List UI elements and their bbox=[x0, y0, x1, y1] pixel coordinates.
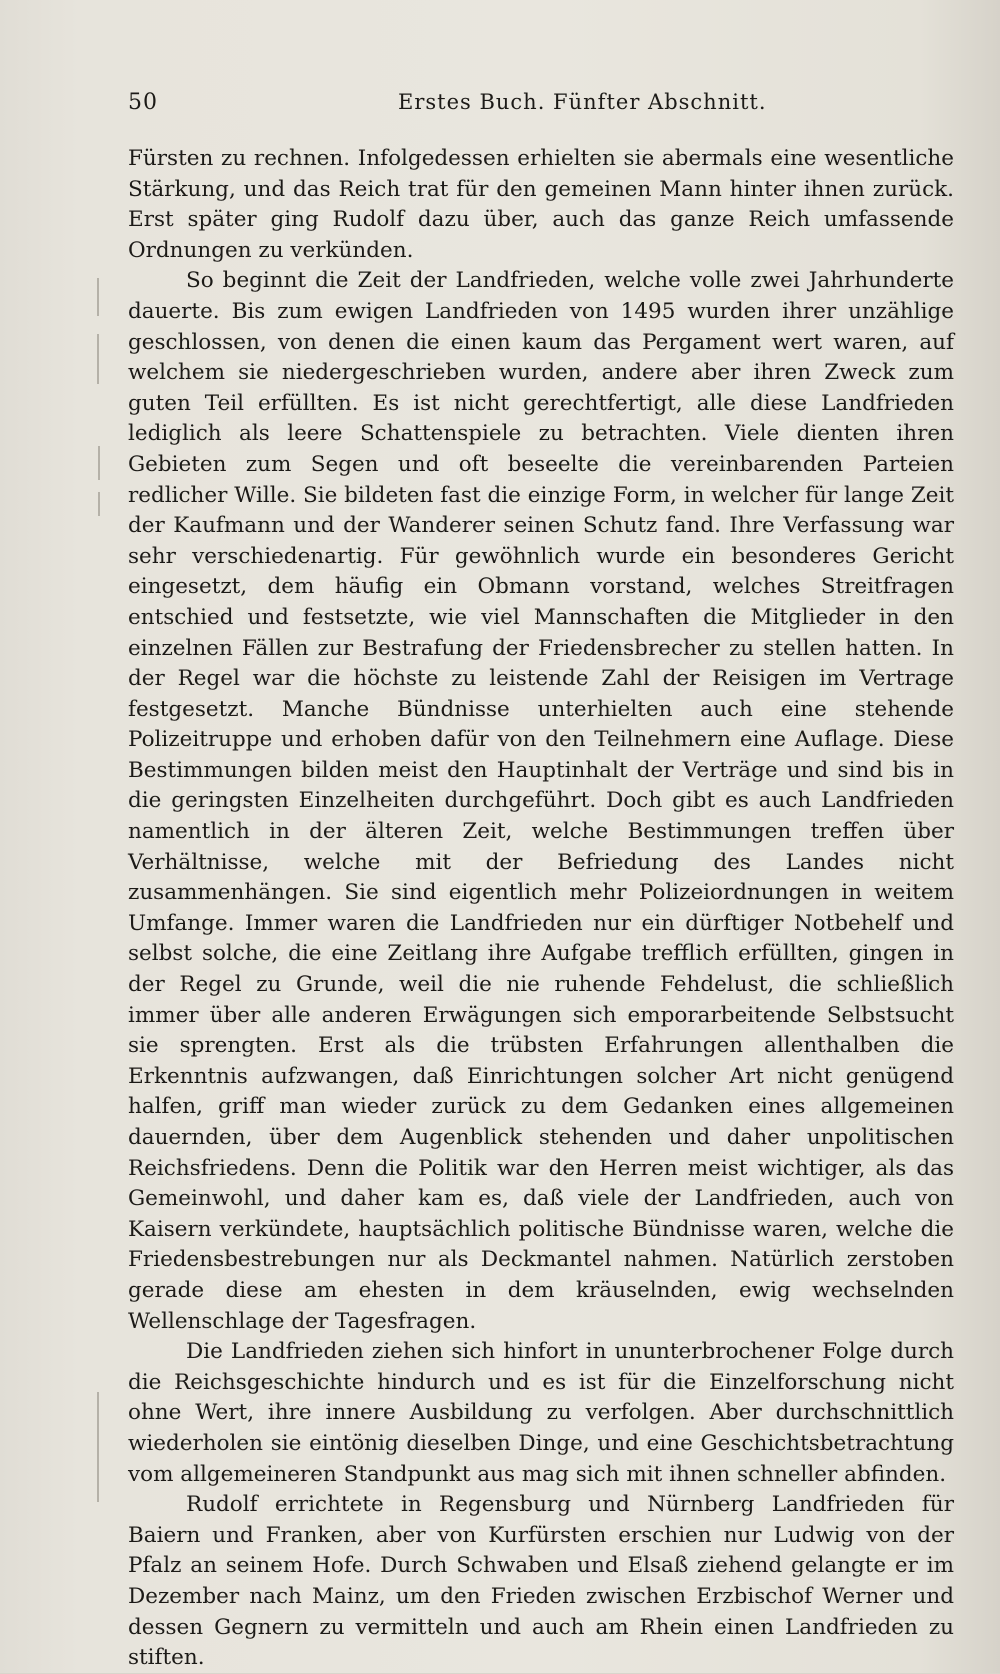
body-text bbox=[128, 144, 954, 1674]
paragraph-3: Die Landfrieden ziehen sich hinfort in ununterbrochener Folge durch die Reichsgeschichte hindurch und es ist für die Einzelforschung nicht ohne Wert, ihre innere Ausbildung zu verfolgen. Aber durchschnittlich wiederholen sie eintönig dieselben Dinge, und eine Geschichtsbetrachtung vom allgemeineren Standpunkt aus mag sich mit ihnen schneller abfinden. bbox=[128, 1339, 954, 1487]
paragraph-4: Rudolf errichtete in Regensburg und Nürnberg Landfrieden für Baiern und Franken, aber von Kurfürsten erschien nur Ludwig von der Pfalz an seinem Hofe. Durch Schwaben und Elsaß ziehend gelangte er im Dezember nach Mainz, um den Frieden zwischen Erzbischof Werner und dessen Gegnern zu vermitteln und auch am Rhein einen Landfrieden zu stiften. bbox=[128, 1492, 954, 1671]
page-number: 50 bbox=[128, 90, 158, 115]
margin-pencil-mark bbox=[98, 446, 100, 480]
paragraph-1: Fürsten zu rechnen. Infolgedessen erhielten sie abermals eine wesentliche Stärkung, und das Reich trat für den gemeinen Mann hinter ihnen zurück. Erst später ging Rudolf dazu über, auch das ganze Reich umfassende Ordnungen zu verkünden. bbox=[128, 146, 954, 263]
paragraph-2: So beginnt die Zeit der Landfrieden, welche volle zwei Jahrhunderte dauerte. Bis zum ewigen Landfrieden von 1495 wurden ihrer unzählige geschlossen, von denen die einen kaum das Pergament wert waren, auf welchem sie niedergeschrieben wurden, andere aber ihren Zweck zum guten Teil erfüllten. Es ist nicht gerechtfertigt, alle diese Landfrieden lediglich als leere Schattenspiele zu betrachten. Viele dienten ihren Gebieten zum Segen und oft beseelte die vereinbarenden Parteien redlicher Wille. Sie bildeten fast die einzige Form, in welcher für lange Zeit der Kaufmann und der Wanderer seinen Schutz fand. Ihre Verfassung war sehr verschiedenartig. Für gewöhnlich wurde ein besonderes Gericht eingesetzt, dem häufig ein Obmann vorstand, welches Streitfragen entschied und festsetzte, wie viel Mannschaften die Mitglieder in den einzelnen Fällen zur Bestrafung der Friedensbrecher zu stellen hatten. In der Regel war die höchste zu leistende Zahl der Reisigen im Vertrage festgesetzt. Manche Bündnisse unterhielten auch eine stehende Polizeitruppe und erhoben dafür von den Teilnehmern eine Auflage. Diese Bestimmungen bilden meist den Hauptinhalt der Verträge und sind bis in die geringsten Einzelheiten durchgeführt. Doch gibt es auch Landfrieden namentlich in der älteren Zeit, welche Bestimmungen treffen über Verhältnisse, welche mit der Befriedung des Landes nicht zusammenhängen. Sie sind eigentlich mehr Polizeiordnungen in weitem Umfange. Immer waren die Landfrieden nur ein dürftiger Notbehelf und selbst solche, die eine Zeitlang ihre Aufgabe trefflich erfüllten, gingen in der Regel zu Grunde, weil die nie ruhende Fehdelust, die schließlich immer über alle anderen Erwägungen sich emporarbeitende Selbstsucht sie sprengten. Erst als die trübsten Erfahrungen allenthalben die Erkenntnis aufzwangen, daß Einrichtungen solcher Art nicht genügend halfen, griff man wieder zurück zu dem Gedanken eines allgemeinen dauernden, über dem Augenblick stehenden und daher unpolitischen Reichsfriedens. Denn die Politik war den Herren meist wichtiger, als das Gemeinwohl, und daher kam es, daß viele der Landfrieden, auch von Kaisern verkündete, hauptsächlich politische Bündnisse waren, welche die Friedensbestrebungen nur als Deckmantel nahmen. Natürlich zerstoben gerade diese am ehesten in dem kräuselnden, ewig wechselnden Wellenschlage der Tagesfragen. bbox=[128, 268, 954, 1334]
running-title: Erstes Buch. Fünfter Abschnitt. bbox=[398, 90, 767, 114]
page-header bbox=[128, 86, 948, 126]
margin-pencil-mark bbox=[97, 334, 99, 384]
margin-pencil-mark bbox=[98, 492, 100, 516]
margin-pencil-mark bbox=[97, 278, 99, 316]
margin-pencil-mark bbox=[97, 1392, 99, 1502]
